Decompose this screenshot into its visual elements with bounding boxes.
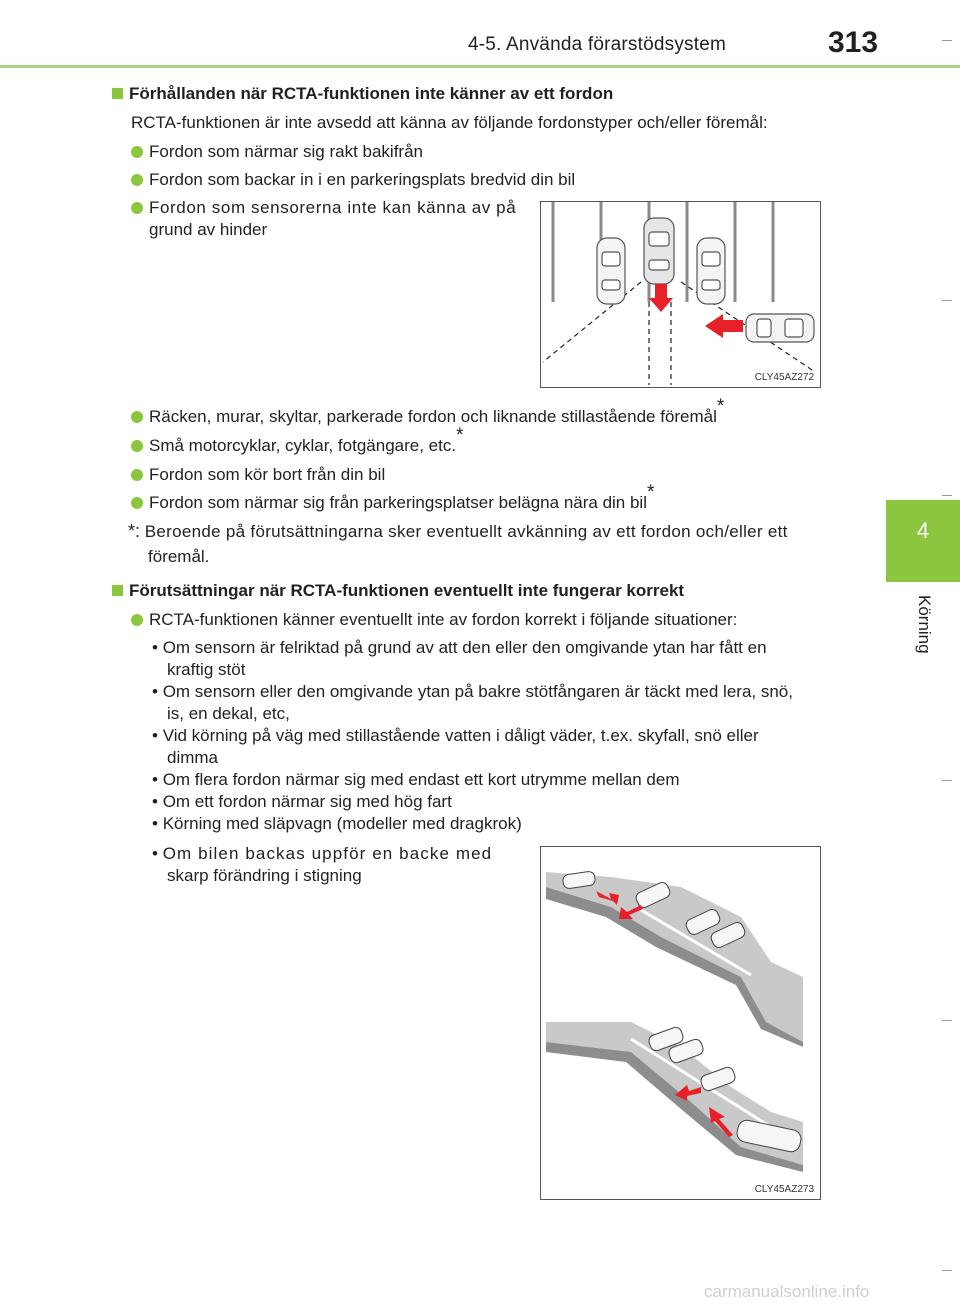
- sub-list-item: • Körning med släpvagn (modeller med dragkrok): [152, 814, 522, 833]
- slope-illustration: [541, 847, 820, 1199]
- figure-code: CLY45AZ273: [754, 1184, 814, 1195]
- list-item: Fordon som närmar sig rakt bakifrån: [131, 140, 423, 164]
- crop-mark: [942, 1270, 952, 1271]
- square-bullet-icon: [112, 88, 123, 99]
- chapter-label: Körning: [915, 595, 934, 654]
- bullet-dot-icon: [131, 469, 143, 481]
- sub-list-item: • Om bilen backas uppför en backe med skarp förändring i stigning: [152, 844, 493, 885]
- list-item: Fordon som sensorerna inte kan känna av på grund av hinder: [131, 197, 521, 241]
- header-rule: [0, 65, 960, 68]
- intro-text: RCTA-funktionen är inte avsedd att känna av följande fordonstyper och/eller föremål:: [131, 113, 768, 132]
- watermark: carmanualsonline.info: [704, 1282, 870, 1301]
- sub-list: [152, 637, 842, 835]
- sub-list-item: • Vid körning på väg med stillastående vatten i dåligt väder, t.ex. skyfall, snö eller dimma: [152, 726, 759, 767]
- list-item: Fordon som kör bort från din bil: [131, 463, 385, 487]
- sub-list-item: • Om ett fordon närmar sig med hög fart: [152, 792, 452, 811]
- footnote: *: Beroende på förutsättningarna sker eventuellt avkänning av ett fordon och/eller ett: [128, 521, 788, 541]
- crop-mark: [942, 300, 952, 301]
- footnote-continued: föremål.: [148, 547, 210, 566]
- list-item: Fordon som backar in i en parkeringsplats bredvid din bil: [131, 168, 575, 192]
- chapter-number: 4: [916, 518, 930, 543]
- bullet-dot-icon: [131, 440, 143, 452]
- list-item: Fordon som närmar sig från parkeringsplatser belägna nära din bil*: [131, 491, 654, 515]
- intro-text: RCTA-funktionen känner eventuellt inte av fordon korrekt i följande situationer:: [131, 608, 737, 632]
- list-item: Räcken, murar, skyltar, parkerade fordon och liknande stillastående föremål*: [131, 405, 724, 429]
- section-title: 4-5. Använda förarstödsystem: [468, 34, 727, 55]
- bullet-dot-icon: [131, 497, 143, 509]
- bullet-dot-icon: [131, 174, 143, 186]
- crop-mark: [942, 780, 952, 781]
- square-bullet-icon: [112, 585, 123, 596]
- figure-parking: [540, 201, 821, 388]
- bullet-dot-icon: [131, 614, 143, 626]
- sub-list-item: • Om sensorn är felriktad på grund av att den eller den omgivande ytan har fått en kraftig stöt: [152, 638, 767, 679]
- figure-code: CLY45AZ272: [754, 372, 814, 383]
- sub-list-item: • Om sensorn eller den omgivande ytan på bakre stötfångaren är täckt med lera, snö, is, en dekal, etc,: [152, 682, 793, 723]
- crop-mark: [942, 495, 952, 496]
- bullet-dot-icon: [131, 411, 143, 423]
- section-heading-1: Förhållanden när RCTA-funktionen inte känner av ett fordon: [112, 84, 613, 104]
- crop-mark: [942, 1020, 952, 1021]
- list-item: Små motorcyklar, cyklar, fotgängare, etc.*: [131, 434, 463, 458]
- parking-illustration: [541, 202, 820, 387]
- crop-mark: [942, 40, 952, 41]
- bullet-dot-icon: [131, 202, 143, 214]
- page-number: 313: [828, 26, 879, 59]
- section-heading-2: Förutsättningar när RCTA-funktionen eventuellt inte fungerar korrekt: [112, 581, 684, 601]
- figure-slope: [540, 846, 821, 1200]
- bullet-dot-icon: [131, 146, 143, 158]
- sub-list-item: • Om flera fordon närmar sig med endast ett kort utrymme mellan dem: [152, 770, 680, 789]
